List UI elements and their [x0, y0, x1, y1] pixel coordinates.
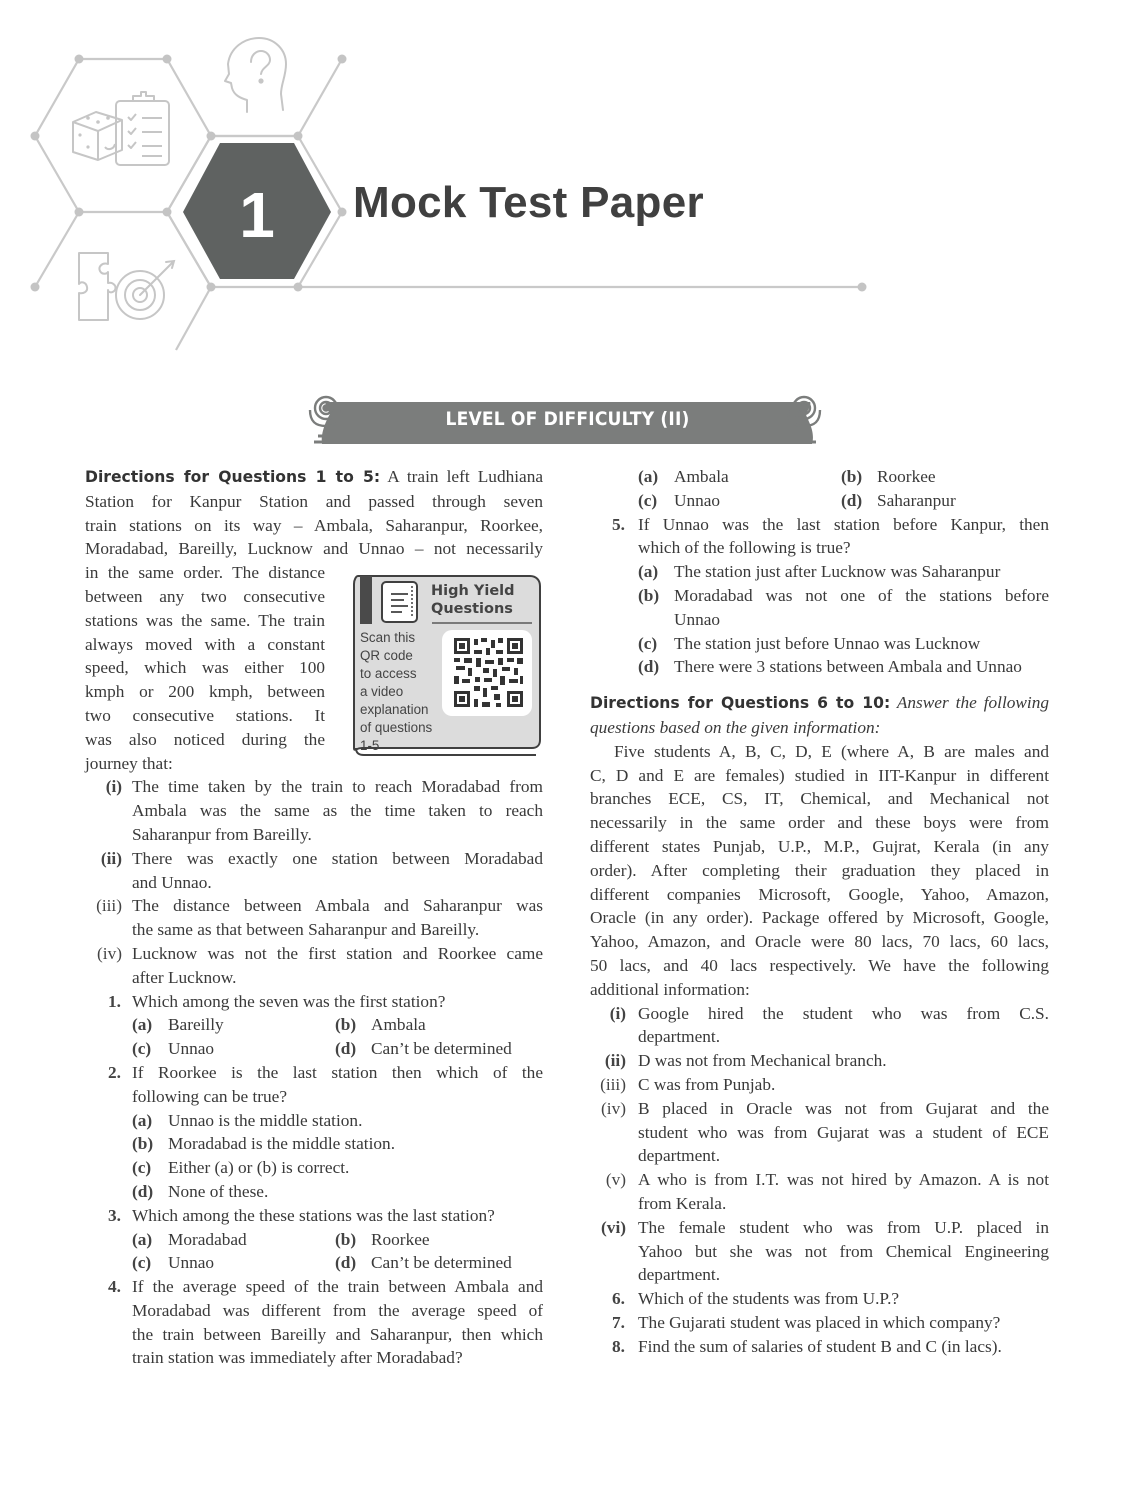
condition-item: [590, 1073, 1049, 1097]
option[interactable]: [132, 1013, 335, 1037]
option-text: Unnao: [168, 1039, 215, 1059]
option[interactable]: [638, 465, 841, 489]
question-text: Which among the seven was the first station?: [132, 991, 446, 1011]
paragraph-line: different states Punjab, U.P., M.P., Gujrat, Kerala (in any: [590, 836, 1049, 856]
question-item: [590, 513, 1049, 561]
paragraph-line: C, D and E are females) studied in IIT-Kanpur in different: [590, 765, 1049, 785]
chapter-number: 1: [239, 179, 275, 251]
options-row: [85, 1013, 543, 1037]
condition-line: department.: [638, 1027, 721, 1047]
question-item: [590, 1335, 1049, 1359]
high-yield-text-line: a video: [360, 684, 404, 699]
question-item: [85, 1204, 543, 1228]
question-text: If the average speed of the train between Ambala and: [132, 1277, 543, 1297]
high-yield-text-line: to access: [360, 666, 417, 681]
condition-line: The distance between Ambala and Saharanpur was: [132, 896, 543, 916]
question-text: train station was immediately after Moradabad?: [132, 1348, 463, 1368]
option-text: Roorkee: [371, 1229, 430, 1249]
option[interactable]: [841, 465, 936, 489]
options-row: [85, 1228, 543, 1252]
option-text: Unnao: [674, 490, 721, 510]
condition-line: The female student who was from U.P. placed in: [638, 1217, 1049, 1237]
options-row: [85, 1037, 543, 1061]
option-label: (c): [132, 1158, 152, 1178]
head-question-icon: [225, 38, 286, 112]
option-label: (b): [638, 585, 660, 605]
option-label: (a): [638, 467, 659, 486]
paragraph-line: Yahoo, Amazon, and Oracle were 80 lacs, 70 lacs, 60 lacs,: [590, 932, 1049, 952]
option-text: Roorkee: [877, 467, 936, 486]
question-number: 8.: [612, 1336, 625, 1356]
option-label: (a): [132, 1229, 153, 1249]
option[interactable]: [841, 489, 956, 513]
paragraph-line: branches ECE, CS, IT, Chemical, and Mechanical not: [590, 789, 1049, 809]
option[interactable]: [85, 1109, 543, 1133]
question-number: 2.: [108, 1062, 121, 1082]
directions-1-line: two consecutive stations. It: [85, 705, 325, 725]
question-text: The Gujarati student was placed in which company?: [638, 1312, 1001, 1332]
condition-item: [85, 942, 543, 990]
option[interactable]: [132, 1228, 335, 1252]
directions-2-line: [590, 691, 1049, 716]
directions-1-line: train stations on its way – Ambala, Saharanpur, Roorkee,: [85, 515, 543, 535]
option[interactable]: [590, 632, 1049, 656]
question-text: Moradabad was different from the average speed of: [132, 1300, 543, 1320]
directions-1-line: in the same order. The distance: [85, 563, 325, 583]
condition-item: [85, 894, 543, 942]
question-text: which of the following is true?: [638, 538, 851, 558]
paragraph-line: Oracle (in any order). Package offered by Microsoft, Google,: [590, 908, 1049, 928]
condition-item: [590, 1097, 1049, 1168]
left-column: [85, 465, 543, 1370]
set1-conditions: [85, 775, 543, 989]
option-text: Unnao is the middle station.: [168, 1110, 363, 1130]
option-label: (c): [132, 1253, 152, 1273]
condition-line: Google hired the student who was from C.S.: [638, 1003, 1049, 1023]
option-label: (c): [132, 1039, 152, 1059]
condition-item: [85, 775, 543, 846]
options-row: [85, 1251, 543, 1275]
option-label: (c): [638, 490, 658, 510]
high-yield-text-line: QR code: [360, 648, 413, 663]
option[interactable]: [85, 1156, 543, 1180]
option-label: (a): [132, 1015, 153, 1035]
directions-1-line: always moved with a constant: [85, 634, 325, 654]
condition-line: Lucknow was not the first station and Roorkee came: [132, 943, 543, 963]
condition-line: from Kerala.: [638, 1193, 727, 1213]
option[interactable]: [638, 489, 841, 513]
page-title: Mock Test Paper: [353, 178, 704, 227]
option-text: Moradabad: [168, 1229, 247, 1249]
condition-line: The time taken by the train to reach Moradabad from: [132, 777, 543, 797]
directions-2-line: questions based on the given information:: [590, 717, 881, 737]
condition-line: C was from Punjab.: [638, 1074, 776, 1094]
directions-1-line: Station for Kanpur Station and passed through seven: [85, 491, 543, 511]
directions-1-line: stations was the same. The train: [85, 610, 325, 630]
option-text: Unnao: [168, 1253, 215, 1273]
question-item: [590, 1311, 1049, 1335]
condition-line: and Unnao.: [132, 872, 212, 892]
condition-label: (iii): [96, 896, 122, 916]
paragraph-line: 50 lacs, and 40 lacs respectively. We have the following: [590, 955, 1049, 975]
dice-icon: [73, 112, 122, 160]
question-item: [85, 990, 543, 1014]
high-yield-text-line: Scan this: [360, 630, 416, 645]
option-label: (b): [841, 467, 863, 486]
question-5: [590, 513, 1049, 680]
high-yield-title-line: Questions: [431, 601, 513, 617]
option[interactable]: [85, 1180, 543, 1204]
condition-line: the same as that between Saharanpur and Bareilly.: [132, 920, 480, 940]
checklist-icon: [116, 92, 169, 165]
condition-line: There was exactly one station between Moradabad: [132, 848, 543, 868]
directions-1-narrow: [85, 561, 325, 775]
question-number: 1.: [108, 991, 121, 1011]
option-text: Saharanpur: [877, 490, 956, 510]
question-number: 3.: [108, 1205, 121, 1225]
directions-1-line: was also noticed during the: [85, 729, 325, 749]
condition-item: [590, 1216, 1049, 1287]
question-number: 4.: [108, 1277, 121, 1297]
option[interactable]: [335, 1228, 430, 1252]
question-number: 7.: [612, 1312, 625, 1332]
target-icon: [116, 261, 174, 319]
option-label: (b): [335, 1015, 357, 1035]
option-label: (d): [335, 1253, 357, 1273]
paragraph-line: Five students A, B, C, D, E (where A, B are males and: [614, 741, 1049, 761]
option[interactable]: [335, 1251, 512, 1275]
directions-1-line: [85, 465, 543, 490]
set2-questions: [590, 1287, 1049, 1358]
condition-line: student who was from Gujarat was a student of ECE: [638, 1122, 1049, 1142]
option-text: Ambala: [674, 467, 729, 486]
option[interactable]: [335, 1037, 512, 1061]
option-text: Bareilly: [168, 1015, 224, 1035]
question-text: Which among the these stations was the last station?: [132, 1205, 495, 1225]
option-text: Ambala: [371, 1015, 426, 1035]
question-4-options: [590, 465, 1049, 513]
condition-item: [85, 847, 543, 895]
condition-item: [590, 1168, 1049, 1216]
puzzle-icon: [79, 253, 115, 320]
paragraph-line: necessarily in the same order and these boys were from: [590, 813, 1049, 833]
condition-line: department.: [638, 1265, 721, 1285]
option[interactable]: [590, 584, 1049, 632]
condition-line: department.: [638, 1146, 721, 1166]
set1-questions: [85, 990, 543, 1371]
condition-line: after Lucknow.: [132, 967, 237, 987]
option[interactable]: [590, 655, 1049, 679]
question-text: Find the sum of salaries of student B and C (in lacs).: [638, 1336, 1002, 1356]
option[interactable]: [590, 560, 1049, 584]
text-span: Answer the following: [890, 693, 1049, 713]
option[interactable]: [132, 1251, 335, 1275]
option-label: (d): [638, 657, 660, 677]
condition-label: (i): [105, 777, 122, 797]
directions-2-label: Directions for Questions 6 to 10:: [590, 694, 891, 713]
option-label: (a): [132, 1110, 153, 1130]
high-yield-text-line: 1-5: [360, 738, 380, 753]
set2-paragraph: [590, 740, 1049, 1002]
directions-1-line: kmph or 200 kmph, between: [85, 682, 325, 702]
option[interactable]: [335, 1013, 426, 1037]
condition-item: [590, 1002, 1049, 1050]
question-item: [590, 1287, 1049, 1311]
option-text: The station just before Unnao was Lucknow: [674, 633, 981, 653]
option-label: (d): [132, 1181, 154, 1201]
option-label: (a): [638, 562, 659, 582]
high-yield-text-line: explanation: [360, 702, 429, 717]
condition-line: A who is from I.T. was not hired by Amazon. A is not: [638, 1170, 1049, 1190]
directions-1-label: Directions for Questions 1 to 5:: [85, 468, 381, 486]
condition-label: (iv): [601, 1098, 626, 1118]
question-number: 5.: [612, 514, 625, 534]
directions-1-line: journey that:: [85, 753, 173, 773]
question-text: If Roorkee is the last station then which of the: [132, 1062, 543, 1082]
condition-label: (vi): [601, 1217, 626, 1237]
option-text: Unnao: [674, 609, 721, 629]
option-text: The station just after Lucknow was Saharanpur: [674, 562, 1001, 582]
paragraph-line: additional information:: [590, 979, 750, 999]
directions-1-line: speed, which was either 100: [85, 658, 325, 678]
condition-line: Ambala was the same as the time taken to reach: [132, 801, 543, 821]
options-row: [590, 465, 1049, 489]
condition-item: [590, 1049, 1049, 1073]
question-text: Which of the students was from U.P.?: [638, 1289, 900, 1309]
question-number: 6.: [612, 1289, 625, 1309]
right-column: [590, 465, 1049, 1358]
option-text: Moradabad was not one of the stations before: [674, 585, 1049, 605]
high-yield-text-line: of questions: [360, 720, 433, 735]
condition-label: (ii): [100, 848, 122, 868]
paragraph-line: order). After completing their graduation they placed in: [590, 860, 1049, 880]
paragraph-line: different companies Microsoft, Google, Yahoo, Amazon,: [590, 884, 1049, 904]
condition-label: (i): [609, 1003, 626, 1023]
option-text: Can’t be determined: [371, 1253, 512, 1273]
condition-label: (iv): [97, 943, 122, 963]
option-text: None of these.: [168, 1181, 269, 1201]
question-text: the train between Bareilly and Saharanpur, then which: [132, 1324, 543, 1344]
directions-1-line: between any two consecutive: [85, 586, 325, 606]
option-label: (c): [638, 633, 658, 653]
question-text: following can be true?: [132, 1086, 287, 1106]
option-text: Can’t be determined: [371, 1039, 512, 1059]
option-label: (b): [132, 1134, 154, 1154]
option[interactable]: [132, 1037, 335, 1061]
option-label: (d): [335, 1039, 357, 1059]
directions-1-line: Moradabad, Bareilly, Lucknow and Unnao – not necessarily: [85, 539, 543, 559]
high-yield-title-line: High Yield: [431, 583, 515, 599]
set2-conditions: [590, 1002, 1049, 1288]
option-text: Either (a) or (b) is correct.: [168, 1158, 350, 1178]
condition-label: (ii): [604, 1051, 626, 1071]
option-text: There were 3 stations between Ambala and Unnao: [674, 657, 1022, 677]
text-span: A train left Ludhiana: [380, 467, 544, 486]
condition-line: Saharanpur from Bareilly.: [132, 824, 312, 844]
condition-line: D was not from Mechanical branch.: [638, 1051, 887, 1071]
condition-line: Yahoo but she was not from Chemical Engineering: [638, 1241, 1049, 1261]
option[interactable]: [85, 1132, 543, 1156]
question-item: [85, 1275, 543, 1370]
question-item: [85, 1061, 543, 1109]
option-label: (d): [841, 490, 863, 510]
condition-label: (v): [605, 1170, 626, 1190]
option-label: (b): [335, 1229, 357, 1249]
question-text: If Unnao was the last station before Kanpur, then: [638, 514, 1049, 534]
condition-line: B placed in Oracle was not from Gujarat and the: [638, 1098, 1049, 1118]
difficulty-banner-label: LEVEL OF DIFFICULTY (II): [445, 408, 690, 430]
condition-label: (iii): [600, 1074, 626, 1094]
options-row: [590, 489, 1049, 513]
option-text: Moradabad is the middle station.: [168, 1134, 396, 1154]
